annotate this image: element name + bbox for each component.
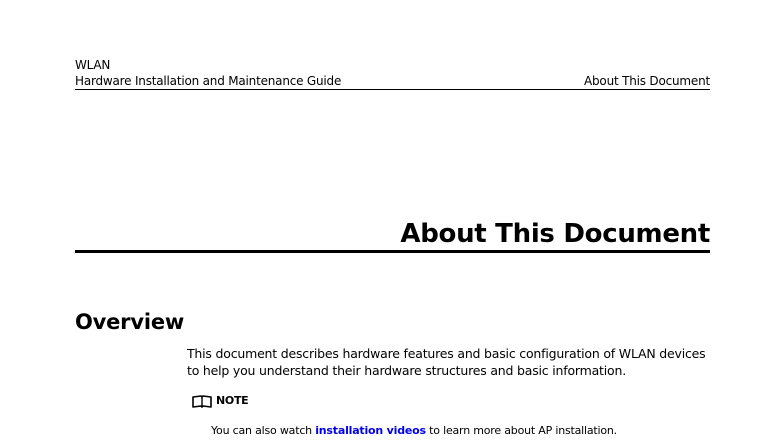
overview-heading: Overview (75, 310, 185, 334)
overview-paragraph: This document describes hardware features and basic configuration of WLAN devices to help you understand their hardware structures and basic information. (187, 346, 706, 378)
note-callout-label (192, 394, 248, 408)
header-guide-title: Hardware Installation and Maintenance Guide (75, 74, 342, 88)
title-divider (75, 250, 710, 253)
header-product-name: WLAN (75, 58, 111, 72)
book-icon (192, 395, 212, 408)
page-header (75, 57, 710, 90)
header-section-title: About This Document (584, 74, 710, 88)
note-text-before: You can also watch (211, 424, 316, 437)
header-row (75, 73, 710, 90)
document-title: About This Document (400, 219, 710, 249)
installation-videos-link[interactable]: installation videos (315, 424, 426, 437)
note-text-after: to learn more about AP installation. (425, 424, 617, 437)
note-label-text: NOTE (216, 394, 249, 407)
note-text (211, 423, 617, 438)
